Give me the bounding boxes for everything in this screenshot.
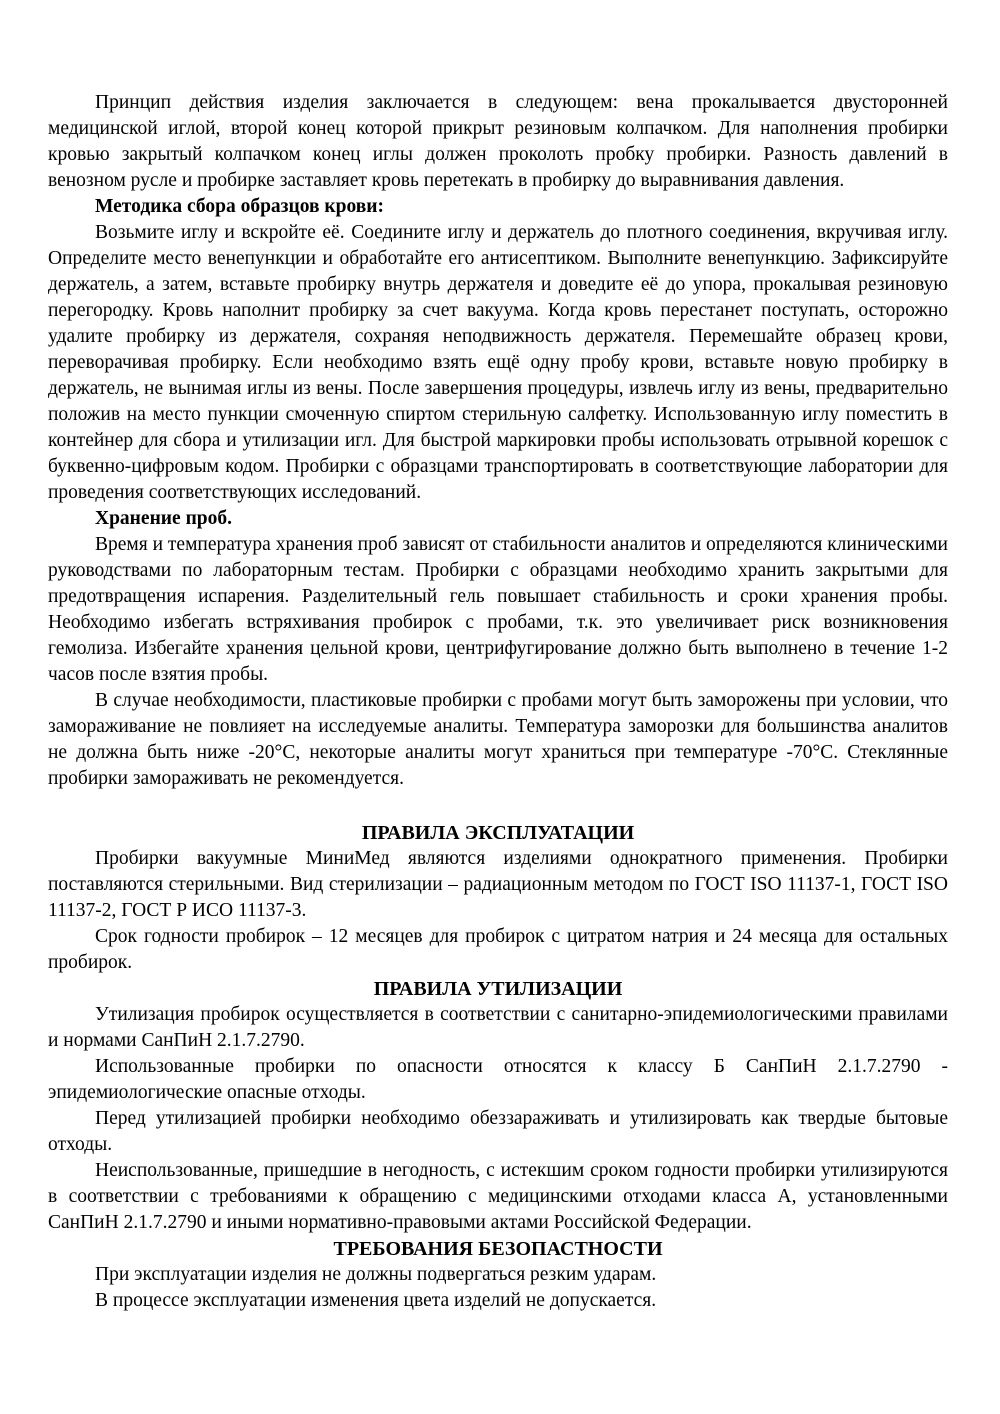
heading-disposal-rules: ПРАВИЛА УТИЛИЗАЦИИ [373, 978, 623, 1000]
paragraph-shelf-life: Срок годности пробирок – 12 месяцев для пробирок с цитратом натрия и 24 месяца для остальных пробирок. [48, 926, 948, 973]
paragraph-disposal-class-b: Использованные пробирки по опасности относятся к классу Б СанПиН 2.1.7.2790 - эпидемиологические опасные отходы. [48, 1056, 948, 1103]
paragraph-single-use-sterilization: Пробирки вакуумные МиниМед являются изделиями однократного применения. Пробирки поставляются стерильными. Вид стерилизации – радиационным методом по ГОСТ ISO 11137-1, ГОСТ ISO 11137-2, ГОСТ Р ИСО 11137-3. [48, 848, 948, 921]
paragraph-safety-color-change: В процессе эксплуатации изменения цвета изделий не допускается. [95, 1290, 657, 1311]
paragraph-disposal-disinfection: Перед утилизацией пробирки необходимо обеззараживать и утилизировать как твердые бытовые отходы. [48, 1108, 948, 1155]
heading-sample-storage: Хранение проб. [95, 508, 233, 529]
heading-safety-requirements: ТРЕБОВАНИЯ БЕЗОПАСТНОСТИ [333, 1238, 663, 1260]
paragraph-sample-freezing: В случае необходимости, пластиковые пробирки с пробами могут быть заморожены при условии, что замораживание не повлияет на исследуемые аналиты. Температура заморозки для большинства аналитов не должна быть ниже -20°С, некоторые аналиты могут храниться при температуре -70°С. Стеклянные пробирки замораживать не рекомендуется. [48, 690, 948, 789]
heading-blood-collection-method: Методика сбора образцов крови: [95, 196, 385, 217]
paragraph-safety-impacts: При эксплуатации изделия не должны подвергаться резким ударам. [95, 1264, 657, 1285]
paragraph-disposal-unused-tubes: Неиспользованные, пришедшие в негодность, с истекшим сроком годности пробирки утилизируются в соответствии с требованиями к обращению с медицинскими отходами класса А, установленными СанПиН 2.1.7.2790 и иными нормативно-правовыми актами Российской Федерации. [48, 1160, 948, 1233]
heading-operation-rules: ПРАВИЛА ЭКСПЛУАТАЦИИ [361, 822, 635, 844]
paragraph-disposal-sanpin: Утилизация пробирок осуществляется в соответствии с санитарно-эпидемиологическими правилами и нормами СанПиН 2.1.7.2790. [48, 1004, 948, 1051]
paragraph-sample-storage-conditions: Время и температура хранения проб зависят от стабильности аналитов и определяются клиническими руководствами по лабораторным тестам. Пробирки с образцами необходимо хранить закрытыми для предотвращения испарения. Разделительный гель повышает стабильность и сроки хранения пробы. Необходимо избегать встряхивания пробирок с пробами, т.к. это увеличивает риск возникновения гемолиза. Избегайте хранения цельной крови, центрифугирование должно быть выполнено в течение 1-2 часов после взятия пробы. [48, 534, 948, 685]
paragraph-operating-principle: Принцип действия изделия заключается в следующем: вена прокалывается двусторонней медицинской иглой, второй конец которой прикрыт резиновым колпачком. Для наполнения пробирки кровью закрытый колпачком конец иглы должен проколоть пробку пробирки. Разность давлений в венозном русле и пробирке заставляет кровь перетекать в пробирку до выравнивания давления. [48, 92, 948, 191]
paragraph-blood-collection-method: Возьмите иглу и вскройте её. Соедините иглу и держатель до плотного соединения, вкручивая иглу. Определите место венепункции и обработайте его антисептиком. Выполните венепункцию. Зафиксируйте держатель, а затем, вставьте пробирку внутрь держателя и доведите её до упора, прокалывая резиновую перегородку. Кровь наполнит пробирку за счет вакуума. Когда кровь перестанет поступать, осторожно удалите пробирку из держателя, сохраняя неподвижность держателя. Перемешайте образец крови, переворачивая пробирку. Если необходимо взять ещё одну пробу крови, вставьте новую пробирку в держатель, не вынимая иглы из вены. После завершения процедуры, извлечь иглу из вены, предварительно положив на место пункции смоченную спиртом стерильную салфетку. Использованную иглу поместить в контейнер для сбора и утилизации игл. Для быстрой маркировки пробы использовать отрывной корешок с буквенно-цифровым кодом. Пробирки с образцами транспортировать в соответствующие лаборатории для проведения соответствующих исследований. [48, 222, 948, 503]
